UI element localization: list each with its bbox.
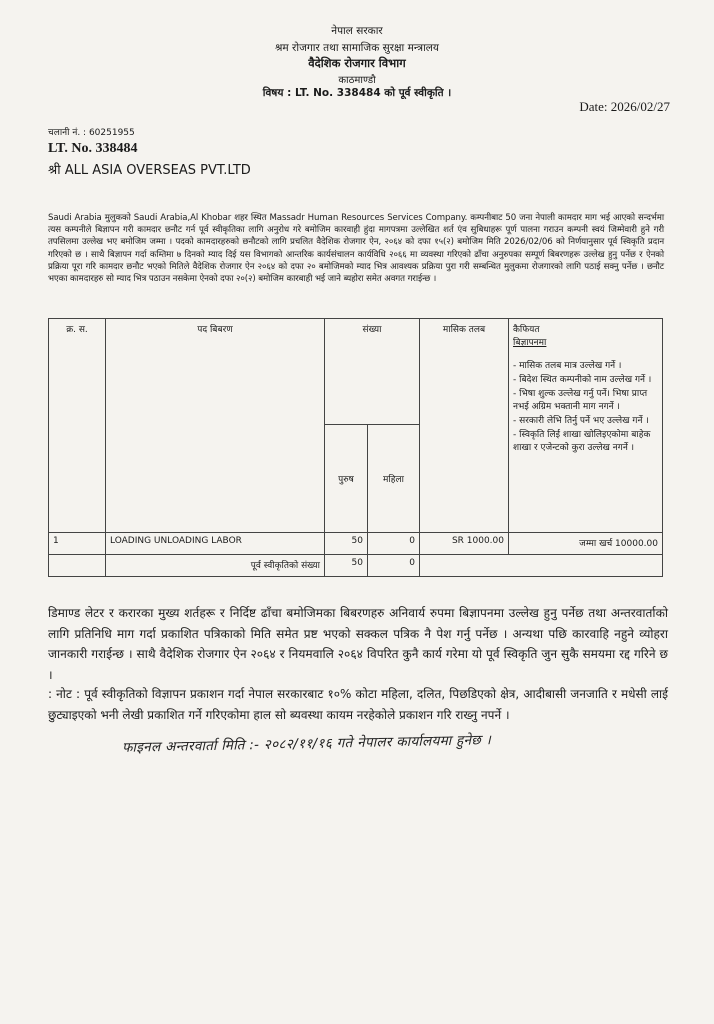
remarks-item: - सरकारी लेभि तिर्नु पर्ने भए उल्लेख गर्ने । <box>513 416 649 426</box>
total-row <box>49 555 663 577</box>
remarks-subtitle: बिज्ञापनमा <box>513 338 547 348</box>
recipient-company: श्री ALL ASIA OVERSEAS PVT.LTD <box>48 163 251 178</box>
approval-table <box>48 318 663 577</box>
table-row <box>49 533 663 555</box>
row-total: जम्मा खर्च 10000.00 <box>509 533 663 555</box>
gov-title: नेपाल सरकार <box>331 25 383 37</box>
remarks-item: - स्विकृति लिई शाखा खोलिइएकोमा बाहेक शाखा र एजेन्टको कुरा उल्लेख नगर्ने । <box>513 430 651 453</box>
total-male: 50 <box>325 555 368 577</box>
ministry-title: श्रम रोजगार तथा सामाजिक सुरक्षा मन्त्रालय <box>275 42 439 54</box>
remarks-list <box>513 358 658 453</box>
total-blank <box>49 555 106 577</box>
challani-number: चलानी नं. : 60251955 <box>48 128 135 138</box>
row-female: 0 <box>367 533 419 555</box>
col-post-header: पद बिबरण <box>106 319 325 533</box>
total-empty <box>420 555 663 577</box>
col-remarks-header <box>509 319 663 533</box>
letter-date: Date: 2026/02/27 <box>579 99 670 114</box>
subject-line: विषय : LT. No. 338484 को पूर्व स्वीकृति । <box>262 87 452 99</box>
remarks-title: कैफियत <box>513 325 540 335</box>
remarks-item: - बिदेश स्थित कम्पनीको नाम उल्लेख गर्ने । <box>513 375 652 385</box>
row-male: 50 <box>325 533 368 555</box>
handwritten-note: फाइनल अन्तरवार्ता मिति :- २०८२/११/१६ गते नेपालर कार्यालयमा हुनेछ । <box>121 732 492 756</box>
lt-number: LT. No. 338484 <box>48 141 138 156</box>
row-sn: 1 <box>49 533 106 555</box>
total-label: पूर्व स्वीकृतिको संख्या <box>106 555 325 577</box>
note-paragraph: : नोट : पूर्व स्वीकृतिको विज्ञापन प्रकाशन गर्दा नेपाल सरकारबाट १०% कोटा महिला, दलित, पिछडिएको क्षेत्र, आदीबासी जनजाति र मधेसी लाई छुट्याइएको भनी लेखी प्रकाशित गर्ने गरिएकोमा हाल सो ब्यवस्था कायम नरहेकोले प्रकाशन गरि राख्नु नपर्ने । <box>48 687 668 722</box>
col-female-header: महिला <box>367 425 419 533</box>
col-count-header: संख्या <box>325 319 420 425</box>
row-post: LOADING UNLOADING LABOR <box>106 533 325 555</box>
row-salary: SR 1000.00 <box>420 533 509 555</box>
total-female: 0 <box>367 555 419 577</box>
approval-paragraph: Saudi Arabia मुलुकको Saudi Arabia,Al Khobar शहर स्थित Massadr Human Resources Services Company. कम्पनीबाट 50 जना नेपाली कामदार माग भई आएको सन्दर्भमा त्यस कम्पनीले बिज्ञापन गरी कामदार छनौट गर्न पूर्व स्वीकृतिका लागि अनुरोध गरे बमोजिम कारवाही हुंदा मागपत्रमा उल्लेखित शर्त एंव सुबिधाहरू पूर्ण पालना गराउन कम्पनी स्वयं जिम्मेवारी हुने गरी तपसिलमा उल्लेख भए बमोजिम जम्मा । पदको कामदारहरुको छनौटको लागि प्रचलित वैदेशिक रोजगार ऐन, २०६४ को दफा १५(२) बमोजिम मिति 2026/02/06 को निर्णयानुसार पूर्व स्विकृति प्रदान गरिएको छ । साथै बिज्ञापन गर्दा कम्तिमा ७ दिनको म्याद दिई यस विभागको आन्तरिक कार्यसंचालन कार्यविधि २०६६ मा व्यवस्था गरिएको ढाँचा अनुरुपका सम्पूर्ण बिबरणहरू उल्लेख हुनु पर्नेछ र ऐनको प्रक्रिया पूरा गरि कामदार छनौट भएको मितिले वैदेशिक रोजगार ऐन २०६४ को दफा २० बमोजिमको म्याद भित्र आवश्यक प्रक्रिया पुरा गरी सम्बन्धित मुलुकमा रोजगारको लागि पठाई सक्नु पर्नेछ । छनौट भएका कामदारहरु सो म्याद भित्र पठाउन नसकेमा ऐनको दफा २०(२) बमोजिम कारबाही भई जाने ब्यहोरा समेत अवगत गराईन्छ । <box>48 213 664 285</box>
conditions-paragraph: डिमाण्ड लेटर र करारका मुख्य शर्तहरू र निर्दिष्ट ढाँचा बमोजिमका बिबरणहरु अनिवार्य रुपमा बिज्ञापनमा उल्लेख हुनु पर्नेछ तथा अन्तरवार्ताको लागि प्रतिनिधि माग गर्दा प्रकाशित पत्रिकाको मिति समेत प्रष्ट भएको सक्कल पत्रिक नै पेश गर्नु पर्नेछ । अन्यथा पछि कारवाहि नहुने व्योहरा जानकारी गराईन्छ । साथै वैदेशिक रोजगार ऐन २०६४ र नियमवालि २०६४ विपरित कुनै कार्य गरेमा यो पूर्व स्विकृति जुन सुकै समयमा रद्द गरिने छ । <box>48 606 668 682</box>
department-title: वैदेशिक रोजगार विभाग <box>308 56 406 70</box>
col-sn-header: क्र. स. <box>49 319 106 533</box>
col-male-header: पुरुष <box>325 425 368 533</box>
remarks-item: - मासिक तलब मात्र उल्लेख गर्ने । <box>513 361 622 371</box>
city: काठमाण्डौ <box>338 75 376 86</box>
col-salary-header: मासिक तलब <box>420 319 509 533</box>
remarks-item: - भिषा शुल्क उल्लेख गर्नु पर्ने। भिषा प्राप्त नभई अग्रिम भक्तानी माग नगर्ने । <box>513 389 648 412</box>
